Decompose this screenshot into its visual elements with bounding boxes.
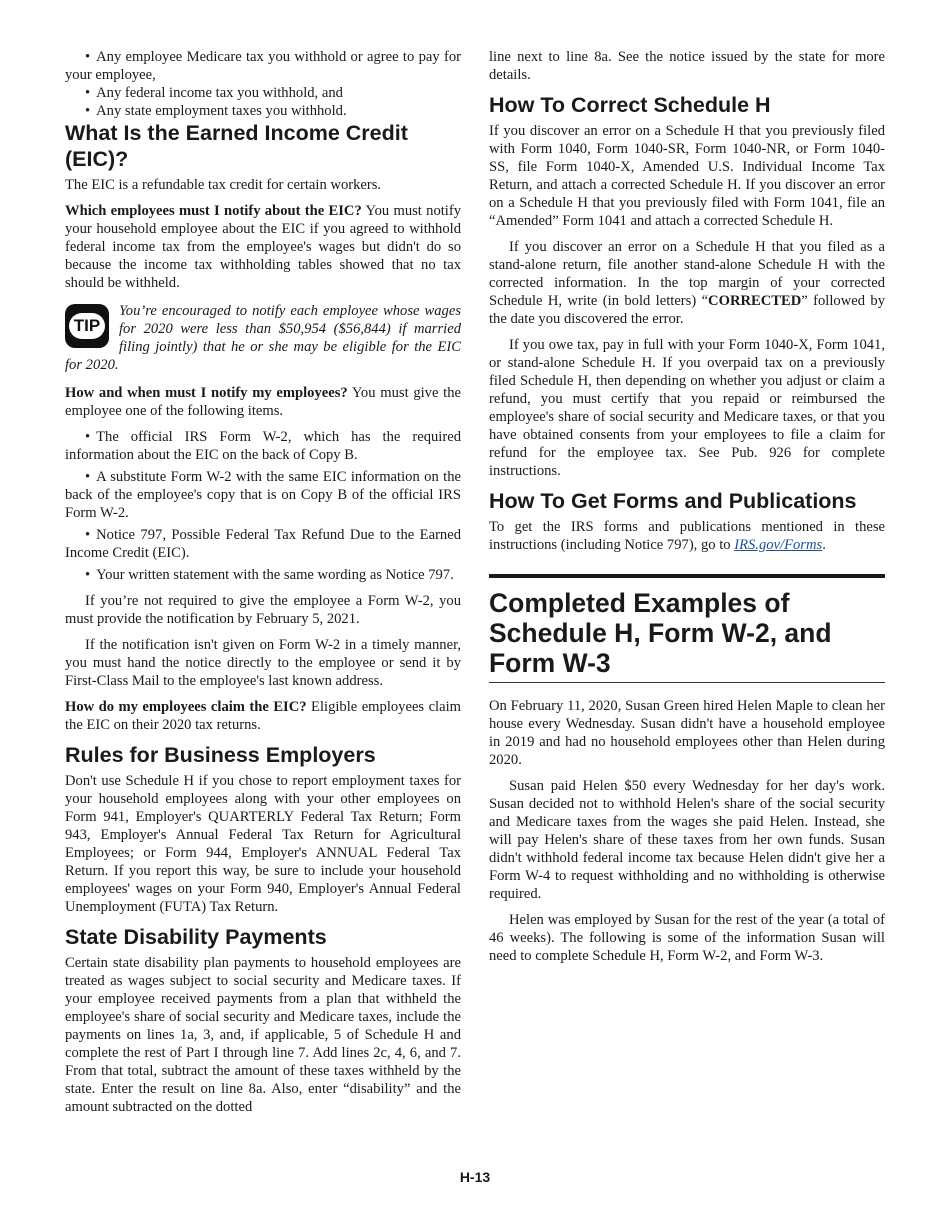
page-number: H-13: [459, 1169, 491, 1185]
continued-paragraph: line next to line 8a. See the notice issued by the state for more details.: [489, 49, 885, 83]
example-paragraph-1: On February 11, 2020, Susan Green hired Helen Maple to clean her house every Wednesday. Susan didn't have a household employee in 2019 and had no household employees other than Helen during 2020.: [489, 698, 885, 768]
list-item: • Any state employment taxes you withhold.: [65, 102, 461, 120]
list-item: • The official IRS Form W-2, which has the required information about the EIC on the back of Copy B.: [65, 428, 461, 464]
right-column: [489, 48, 885, 973]
not-required-paragraph: If you’re not required to give the employee a Form W-2, you must provide the notification by February 5, 2021.: [65, 593, 461, 627]
corrected-word: CORRECTED: [708, 293, 802, 309]
forms-text: To get the IRS forms and publications mentioned in these instructions (including Notice 797), go to: [489, 519, 885, 553]
list-item: • Any federal income tax you withhold, and: [65, 84, 461, 102]
eic-intro: The EIC is a refundable tax credit for certain workers.: [65, 177, 382, 193]
example-paragraph-3: Helen was employed by Susan for the rest of the year (a total of 46 weeks). The following is some of the information Susan will need to complete Schedule H, Form W-2, and Form W-3.: [489, 912, 885, 964]
eic-heading: What Is the Earned Income Credit (EIC)?: [65, 121, 408, 171]
claim-question: How do my employees claim the EIC?: [65, 699, 307, 715]
how-answer: You must give the employee one of the following items.: [65, 385, 461, 419]
correct-text-b: ” followed by the date you discovered the error.: [489, 293, 885, 327]
tip-box: [65, 302, 461, 374]
forms-paragraph: [489, 518, 885, 554]
list-item: • Any employee Medicare tax you withhold or agree to pay for your employee,: [65, 48, 461, 84]
tip-label: TIP: [69, 313, 105, 339]
forms-heading: How To Get Forms and Publications: [489, 489, 857, 513]
how-question: How and when must I notify my employees?: [65, 385, 348, 401]
tip-icon: [65, 304, 109, 348]
not-given-paragraph: If the notification isn't given on Form W-2 in a timely manner, you must hand the notice directly to the employee or send it by First-Class Mail to the employee's last known address.: [65, 637, 461, 689]
how-paragraph: [65, 384, 461, 420]
correct-paragraph-2: [489, 238, 885, 328]
rules-paragraph: Don't use Schedule H if you chose to report employment taxes for your household employees along with your other employees on Form 941, Employer's QUARTERLY Federal Tax Return; Form 943, Employer's Annual Federal Tax Return for Agricultural Employees; or Form 944, Employer's ANNUAL Federal Tax Return. If you report this way, be sure to include your household employees' wages on your Form 940, Employer's Annual Federal Unemployment (FUTA) Tax Return.: [65, 773, 461, 915]
forms-end: .: [822, 537, 826, 553]
list-item: • Your written statement with the same wording as Notice 797.: [65, 566, 461, 584]
examples-heading: Completed Examples of Schedule H, Form W-2, and Form W-3: [489, 588, 885, 683]
claim-answer: Eligible employees claim the EIC on their 2020 tax returns.: [65, 699, 461, 733]
notify-paragraph: [65, 202, 461, 292]
correct-paragraph-1: If you discover an error on a Schedule H that you previously filed with Form 1040, Form 1040-SR, Form 1040-NR, or Form 1040-SS, file Form 1040-X, Amended U.S. Individual Income Tax Return, and attach a corrected Schedule H. If you discover an error on a Schedule H that you previously filed with Form 1041, file an “Amended” Form 1041 and attach a corrected Schedule H.: [489, 123, 885, 229]
notify-answer: You must notify your household employee about the EIC if you agreed to withhold federal income tax from the employee's wages but didn't do so because the income tax withholding tables showed that no tax should be withheld.: [65, 203, 462, 291]
correct-heading: How To Correct Schedule H: [489, 93, 771, 117]
claim-paragraph: [65, 698, 461, 734]
correct-paragraph-3: If you owe tax, pay in full with your Form 1040-X, Form 1041, or stand-alone Schedule H. If you overpaid tax on a previously filed Schedule H, then depending on whether you adjust or claim a refund, you must certify that you repaid or reimbursed the employee's share of social security and Medicare taxes, or that you have obtained consents from your employees to file a claim for refund for the employee tax. See Pub. 926 for complete instructions.: [489, 337, 885, 479]
example-paragraph-2: Susan paid Helen $50 every Wednesday for her day's work. Susan decided not to withhold Helen's share of the social security and Medicare taxes from the wages she paid Helen. Instead, she will pay Helen's share of these taxes from her own funds. Susan didn't withhold federal income tax because Helen didn't give her a Form W-4 to request withholding and no withholding is otherwise required.: [489, 778, 885, 902]
list-item: • Notice 797, Possible Federal Tax Refund Due to the Earned Income Credit (EIC).: [65, 526, 461, 562]
rules-heading: Rules for Business Employers: [65, 743, 376, 767]
left-column: [65, 48, 461, 1124]
section-divider: [489, 574, 885, 578]
list-item: • A substitute Form W-2 with the same EIC information on the back of the employee's copy that is on Copy B of the official IRS Form W-2.: [65, 468, 461, 522]
state-paragraph: Certain state disability plan payments to household employees are treated as wages subject to social security and Medicare taxes. If your employee received payments from a plan that withheld the employee's share of social security and Medicare taxes, include the payments on lines 1a, 3, and, if applicable, 5 of Schedule H and complete the rest of Part I through line 7. Add lines 2c, 4, 6, and 7. From that total, subtract the amount of these taxes withheld by the state. Enter the result on line 8a. Also, enter “disability” and the amount subtracted on the dotted: [65, 955, 461, 1115]
correct-text-a: If you discover an error on a Schedule H that you filed as a stand-alone return, file another stand-alone Schedule H with the corrected information. In the top margin of your corrected Schedule H, write (in bold letters) “: [489, 239, 885, 309]
state-heading: State Disability Payments: [65, 925, 327, 949]
irs-forms-link[interactable]: IRS.gov/Forms: [734, 537, 823, 553]
notify-question: Which employees must I notify about the EIC?: [65, 203, 362, 219]
tip-text: You’re encouraged to notify each employee whose wages for 2020 were less than $50,954 ($56,844) if married filing jointly) that he or she may be eligible for the EIC for 2020.: [65, 303, 461, 373]
